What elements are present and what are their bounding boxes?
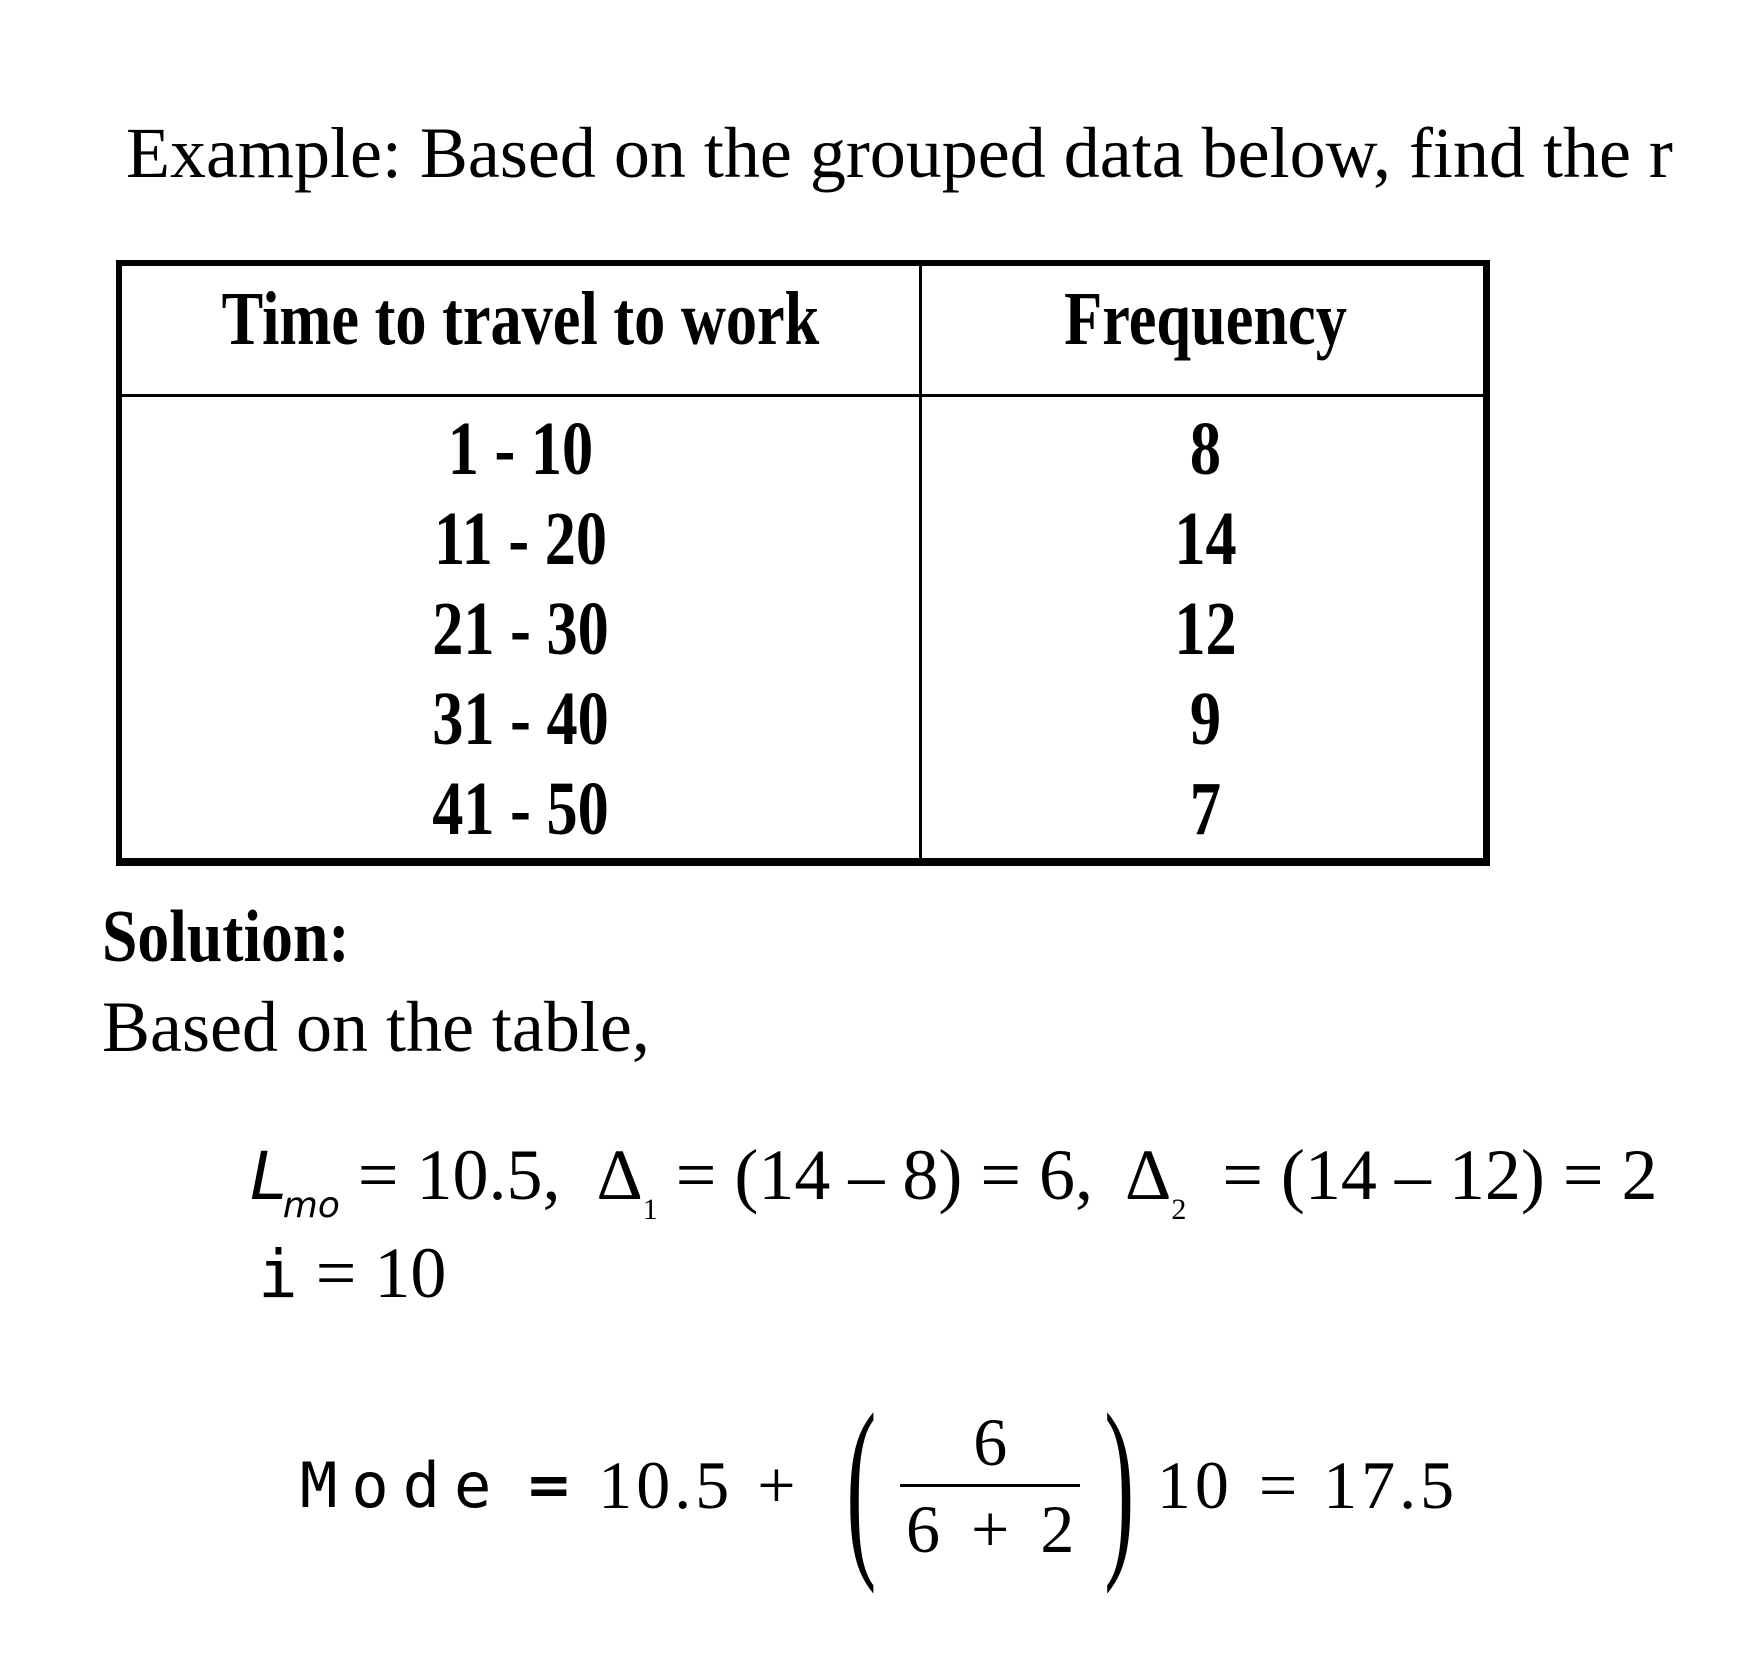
given-values-line xyxy=(250,1130,1657,1235)
class-width-line xyxy=(258,1228,446,1320)
delta1-symbol: Δ xyxy=(596,1135,643,1215)
mode-class-width: 10 xyxy=(1156,1446,1233,1523)
delta1-value: = (14 – 8) = 6, xyxy=(657,1135,1125,1215)
class-width-symbol: i xyxy=(258,1236,298,1313)
header-frequency: Frequency xyxy=(1064,277,1347,361)
time-cell: 11 - 20 xyxy=(433,497,608,581)
mode-result: 17.5 xyxy=(1323,1446,1459,1523)
paren-open: ( xyxy=(845,1374,876,1595)
mode-label: Mode xyxy=(300,1448,506,1522)
frequency-cell: 12 xyxy=(1174,587,1237,671)
lower-limit-symbol: L xyxy=(250,1138,287,1215)
solution-heading: Solution: xyxy=(102,896,350,978)
header-divider xyxy=(122,394,1483,397)
lower-limit-subscript: mo xyxy=(282,1185,340,1226)
lower-limit-value: = 10.5, xyxy=(339,1135,597,1215)
grouped-frequency-table xyxy=(116,260,1490,866)
fraction-denominator: 6 + 2 xyxy=(906,1490,1075,1567)
example-prompt: Example: Based on the grouped data below, find the r xyxy=(126,113,1673,193)
time-cell: 1 - 10 xyxy=(447,407,594,491)
mode-equals-result: = xyxy=(1258,1446,1298,1523)
frequency-cell: 7 xyxy=(1189,767,1222,851)
mode-formula xyxy=(300,1374,1459,1595)
time-cell: 31 - 40 xyxy=(432,677,609,761)
class-width-value: = 10 xyxy=(297,1233,447,1313)
fraction-bar xyxy=(900,1484,1080,1487)
mode-lower-limit: 10.5 xyxy=(598,1446,734,1523)
frequency-column xyxy=(922,404,1489,854)
delta2-symbol: Δ xyxy=(1125,1135,1172,1215)
time-cell: 41 - 50 xyxy=(432,767,609,851)
frequency-cell: 8 xyxy=(1189,407,1222,491)
delta2-subscript: 2 xyxy=(1171,1193,1187,1226)
delta1-subscript: 1 xyxy=(642,1193,658,1226)
frequency-cell: 14 xyxy=(1174,497,1237,581)
mode-plus: + xyxy=(757,1446,796,1523)
mode-fraction xyxy=(900,1404,1080,1567)
time-cell: 21 - 30 xyxy=(432,587,609,671)
frequency-cell: 9 xyxy=(1189,677,1222,761)
time-column xyxy=(122,404,919,854)
delta2-value: = (14 – 12) = 2 xyxy=(1186,1135,1658,1215)
paren-close: ) xyxy=(1104,1374,1135,1595)
header-time-to-travel: Time to travel to work xyxy=(221,277,820,361)
fraction-numerator: 6 xyxy=(973,1403,1008,1480)
solution-intro: Based on the table, xyxy=(102,987,650,1067)
mode-equals: = xyxy=(525,1452,573,1518)
